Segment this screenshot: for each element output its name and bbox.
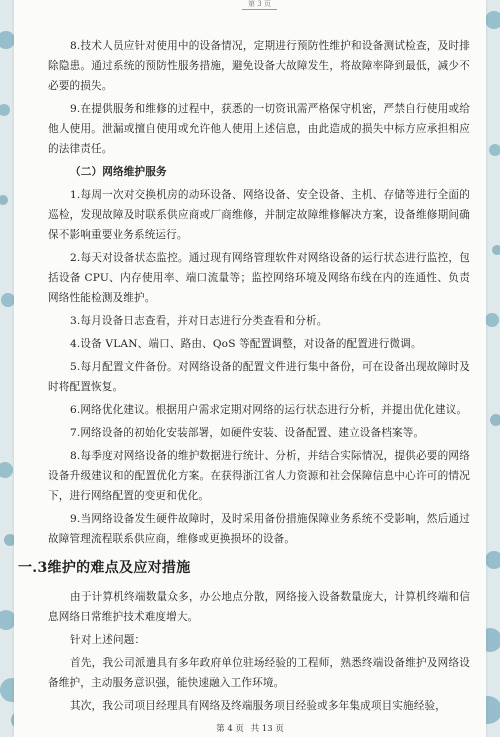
maintenance-items-continued — [48, 36, 470, 159]
network-service-heading: （二）网络维护服务 — [70, 166, 167, 178]
page-content — [18, 36, 470, 719]
network-service-items — [48, 185, 470, 549]
list-item: 1.每周一次对交换机房的动环设备、网络设备、安全设备、主机、存储等进行全面的巡检，发现故障及时联系供应商或厂商维修，并制定故障维修解决方案，设备维修期间确保不影响重要业务系统运行。 — [48, 189, 470, 241]
list-item: 4.设备 VLAN、端口、路由、QoS 等配置调整，对设备的配置进行微调。 — [70, 338, 422, 350]
paragraph: 首先，我公司派遣具有多年政府单位驻场经验的工程师，熟悉终端设备维护及网络设备维护，主动服务意识强，能快速融入工作环境。 — [48, 657, 470, 689]
list-item: 8.技术人员应针对使用中的设备情况，定期进行预防性维护和设备测试检查，及时排除隐患。通过系统的预防性服务措施，避免设备大故障发生，将故障率降到最低，减少不必要的损失。 — [48, 40, 470, 92]
list-item: 7.网络设备的初始化安装部署，如硬件安装、设备配置、建立设备档案等。 — [70, 427, 425, 439]
list-item: 9.当网络设备发生硬件故障时，及时采用备份措施保障业务系统不受影响，然后通过故障管理流程联系供应商，维修或更换损坏的设备。 — [48, 513, 470, 545]
difficulty-paragraphs — [48, 587, 470, 716]
list-item: 6.网络优化建议。根据用户需求定期对网络的运行状态进行分析，并提出优化建议。 — [70, 404, 468, 416]
page-number: 第 4 页 — [216, 724, 244, 734]
document-page — [14, 0, 486, 737]
paragraph: 针对上述问题： — [70, 634, 146, 646]
list-item: 3.每月设备日志查看，并对日志进行分类查看和分析。 — [70, 315, 328, 327]
list-item: 8.每季度对网络设备的维护数据进行统计、分析，并结合实际情况，提供必要的网络设备升级建议和的配置优化方案。在获得浙江省人力资源和社会保障信息中心许可的情况下，进行网络配置的变更和优化。 — [48, 450, 470, 502]
section-heading: 一.3维护的难点及应对措施 — [18, 560, 191, 576]
list-item: 5.每月配置文件备份。对网络设备的配置文件进行集中备份，可在设备出现故障时及时将配置恢复。 — [48, 361, 470, 393]
page-header-mark: 第 3 页 — [242, 0, 277, 10]
list-item: 9.在提供服务和维修的过程中，获悉的一切资讯需严格保守机密，严禁自行使用或给他人使用。泄漏或擅自使用或允许他人使用上述信息，由此造成的损失中标方应承担相应的法律责任。 — [48, 103, 470, 155]
page-total: 共 13 页 — [250, 724, 284, 734]
paragraph: 其次，我公司项目经理具有网络及终端服务项目经验或多年集成项目实施经验， — [70, 700, 447, 712]
page-footer — [14, 722, 486, 734]
paragraph: 由于计算机终端数量众多，办公地点分散，网络接入设备数量庞大，计算机终端和信息网络日常维护技术难度增大。 — [48, 591, 470, 623]
list-item: 2.每天对设备状态监控。通过现有网络管理软件对网络设备的运行状态进行监控，包括设备 CPU、内存使用率、端口流量等；监控网络环境及网络布线在内的连通性、负责网络性能检测及维护。 — [48, 252, 470, 304]
